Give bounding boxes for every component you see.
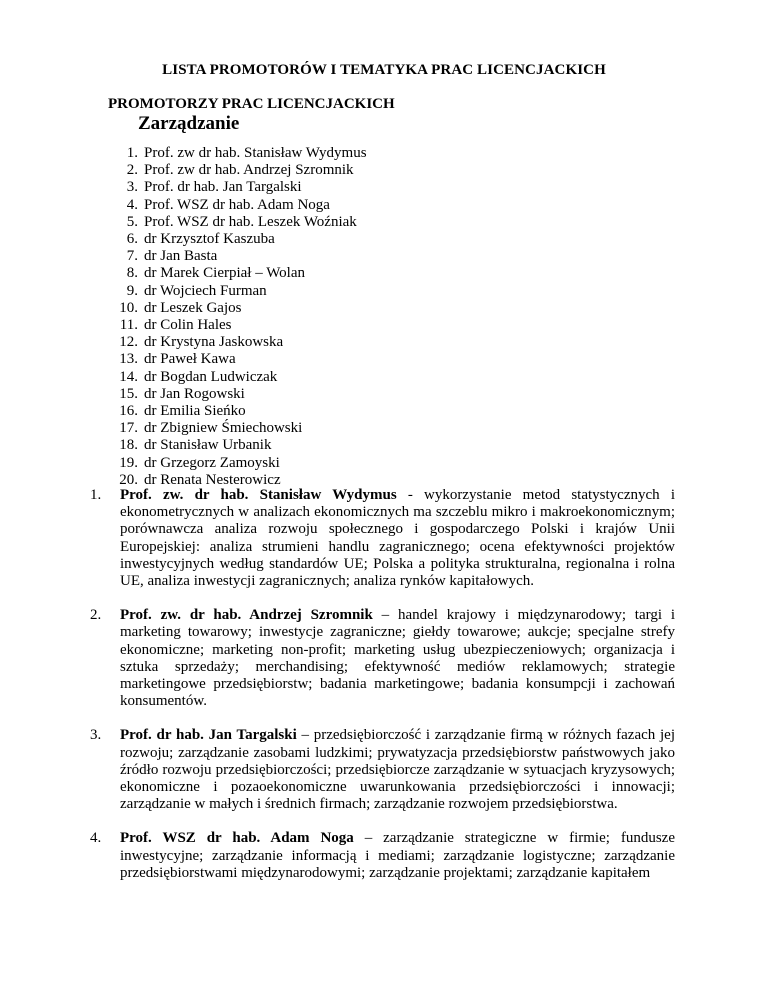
section-heading: PROMOTORZY PRAC LICENCJACKICH: [108, 96, 395, 112]
topic-promoter-name: Prof. dr hab. Jan Targalski: [120, 727, 297, 744]
topic-paragraph: [120, 830, 675, 882]
list-item: [112, 437, 367, 454]
list-item-number: 16.: [119, 403, 138, 420]
list-item-number: 17.: [119, 420, 138, 437]
topic-description: – handel krajowy i międzynarodowy; targi i marketing towarowy; inwestycje zagraniczne; giełdy towarowe; aukcje; specjalne strefy ekonomiczne; marketing non-profit; marketing usług ubezpieczeniowych; organizacja i sztuka sprzedaży; merchandising; efektywność mediów reklamowych; strategie marketingowe przedsiębiorstw; badania marketingowe; badania konsumpcji i zachowań konsumentów.: [120, 607, 675, 710]
list-item: [112, 369, 367, 386]
topic-paragraph: [120, 727, 675, 813]
list-item: [112, 283, 367, 300]
list-item-name: dr Colin Hales: [144, 317, 232, 334]
list-item-name: dr Jan Basta: [144, 248, 218, 265]
list-item: [112, 145, 367, 162]
list-item-name: dr Renata Nesterowicz: [144, 471, 281, 488]
list-item-name: dr Krzysztof Kaszuba: [144, 231, 275, 248]
section-subheading: Zarządzanie: [138, 113, 240, 134]
topic-promoter-name: Prof. WSZ dr hab. Adam Noga: [120, 830, 354, 847]
topic-description: – przedsiębiorczość i zarządzanie firmą w różnych fazach jej rozwoju; zarządzanie zasobami ludzkimi; prywatyzacja przedsiębiorstw państwowych jako źródło rozwoju przedsiębiorczości; przedsiębiorcze zarządzanie w sytuacjach kryzysowych; ekonomiczne i pozaoekonomiczne uwarunkowania przedsiębiorczości i innowacji; zarządzanie w małych i średnich firmach; zarządzanie rozwojem przedsiębiorstwa.: [120, 727, 675, 813]
list-item-name: dr Grzegorz Zamoyski: [144, 454, 280, 471]
list-item-name: dr Krystyna Jaskowska: [144, 334, 284, 351]
topic-promoter-name: Prof. zw. dr hab. Stanisław Wydymus: [120, 487, 397, 503]
topic-number: 3.: [90, 727, 102, 744]
list-item-name: dr Jan Rogowski: [144, 385, 245, 402]
topic-entry: [90, 487, 675, 590]
list-item-number: 7.: [126, 248, 138, 265]
list-item-name: Prof. zw dr hab. Stanisław Wydymus: [144, 145, 367, 161]
list-item-name: dr Stanisław Urbanik: [144, 437, 272, 454]
list-item-number: 13.: [119, 351, 138, 368]
topic-list: [90, 487, 675, 899]
list-item: [112, 317, 367, 334]
list-item: [112, 351, 367, 368]
list-item: [112, 420, 367, 437]
list-item-number: 14.: [119, 368, 138, 385]
list-item: [112, 197, 367, 214]
topic-description: – zarządzanie strategiczne w firmie; fundusze inwestycyjne; zarządzanie informacją i mediami; zarządzanie logistyczne; zarządzanie przedsiębiorstwami międzynarodowymi; zarządzanie projektami; zarządzanie kapitałem: [120, 830, 675, 881]
promoter-list: [112, 145, 367, 489]
list-item: [112, 179, 367, 196]
list-item-number: 9.: [126, 282, 138, 299]
list-item-name: Prof. WSZ dr hab. Adam Noga: [144, 196, 330, 213]
list-item: [112, 300, 367, 317]
list-item: [112, 455, 367, 472]
list-item-name: Prof. zw dr hab. Andrzej Szromnik: [144, 162, 354, 179]
list-item: [112, 231, 367, 248]
list-item-name: Prof. WSZ dr hab. Leszek Woźniak: [144, 213, 357, 230]
list-item-number: 2.: [126, 162, 138, 179]
list-item: [112, 248, 367, 265]
topic-paragraph: [120, 487, 675, 590]
list-item-name: dr Leszek Gajos: [144, 299, 242, 316]
list-item-number: 8.: [126, 265, 138, 282]
list-item-number: 15.: [119, 385, 138, 402]
topic-promoter-name: Prof. zw. dr hab. Andrzej Szromnik: [120, 607, 373, 624]
topic-number: 1.: [90, 487, 102, 503]
topic-description: - wykorzystanie metod statystycznych i ekonometrycznych w analizach ekonomicznych ma szczeblu mikro i makroekonomicznym; porównawcza analiza rozwoju społecznego i gospodarczego Polski i krajów Unii Europejskiej: analiza strumieni handlu zagranicznego; ocena efektywności projektów inwestycyjnych według standardów UE; Polska a polityka strukturalna, regionalna i rolna UE, analiza inwestycji zagranicznych; analiza rynków kapitałowych.: [120, 487, 675, 590]
list-item-number: 5.: [126, 213, 138, 230]
document-title: LISTA PROMOTORÓW I TEMATYKA PRAC LICENCJACKICH: [162, 62, 606, 78]
list-item-number: 11.: [119, 317, 138, 334]
list-item-number: 18.: [119, 437, 138, 454]
list-item-name: dr Paweł Kawa: [144, 351, 236, 368]
list-item: [112, 334, 367, 351]
list-item-number: 3.: [126, 179, 138, 196]
list-item-name: dr Wojciech Furman: [144, 282, 267, 299]
list-item: [112, 214, 367, 231]
topic-entry: [90, 727, 675, 813]
list-item-number: 12.: [119, 334, 138, 351]
topic-entry: [90, 830, 675, 882]
list-item-number: 1.: [126, 145, 138, 161]
list-item: [112, 403, 367, 420]
topic-entry: [90, 607, 675, 710]
topic-number: 2.: [90, 607, 102, 624]
list-item: [112, 265, 367, 282]
list-item-name: dr Zbigniew Śmiechowski: [144, 420, 303, 437]
list-item-number: 10.: [119, 299, 138, 316]
list-item: [112, 386, 367, 403]
list-item-name: dr Bogdan Ludwiczak: [144, 368, 278, 385]
list-item-name: Prof. dr hab. Jan Targalski: [144, 179, 302, 196]
list-item-number: 20.: [119, 471, 138, 488]
list-item-name: dr Emilia Sieńko: [144, 403, 246, 420]
topic-number: 4.: [90, 830, 102, 847]
list-item: [112, 162, 367, 179]
list-item-number: 6.: [126, 231, 138, 248]
topic-paragraph: [120, 607, 675, 710]
list-item-name: dr Marek Cierpiał – Wolan: [144, 265, 305, 282]
list-item-number: 19.: [119, 454, 138, 471]
list-item-number: 4.: [126, 196, 138, 213]
